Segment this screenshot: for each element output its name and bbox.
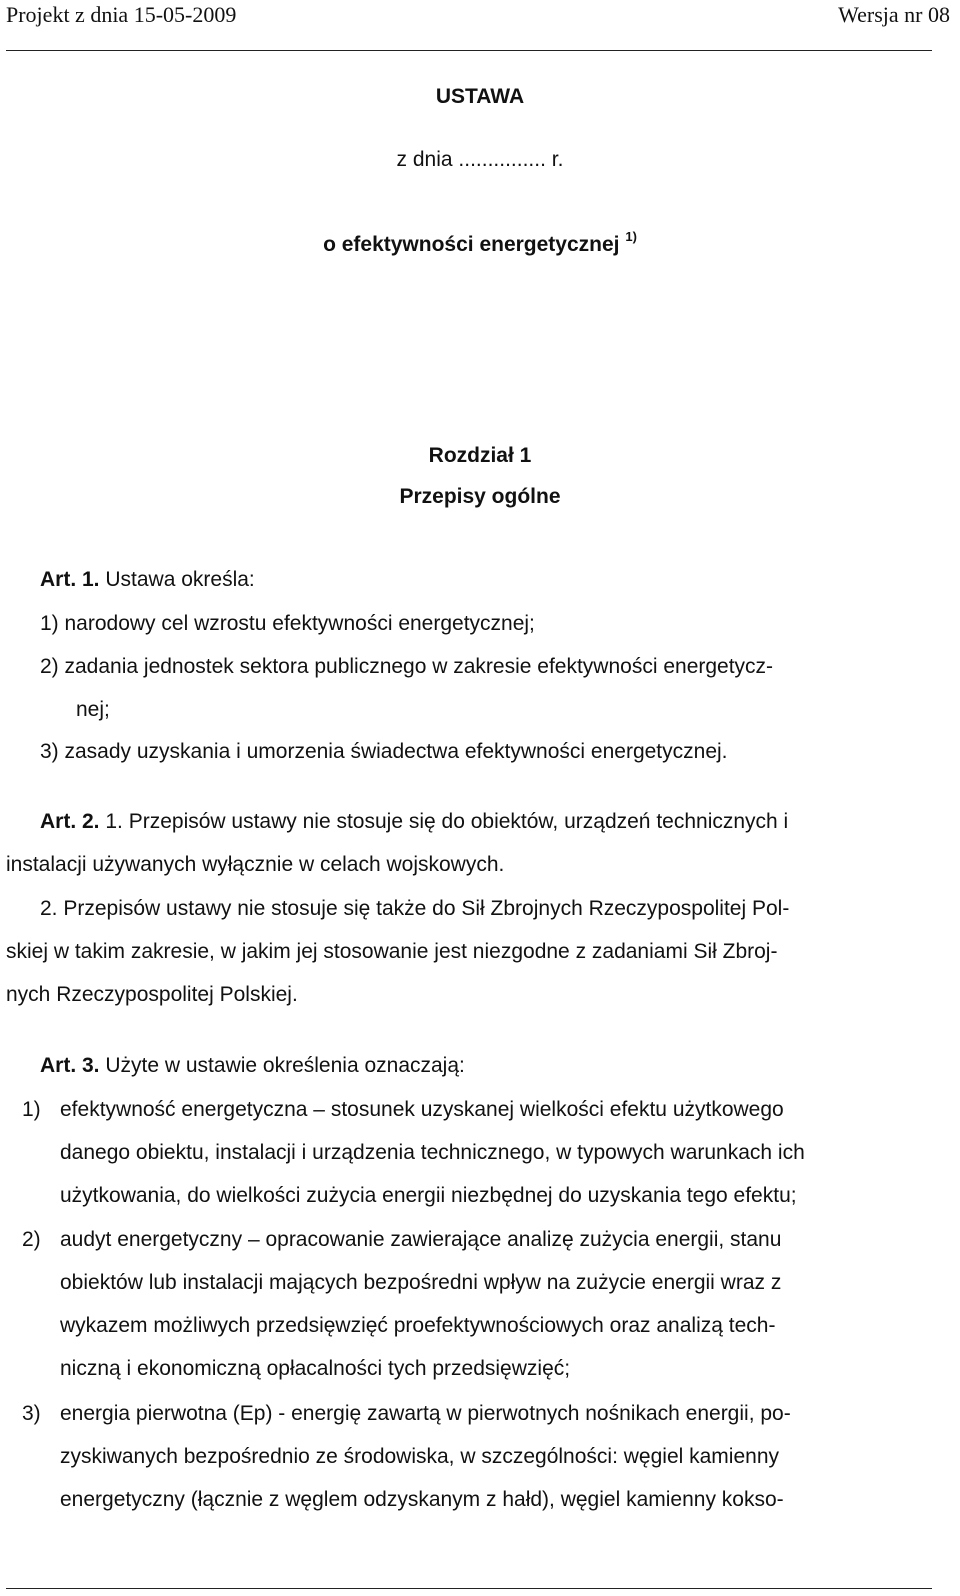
definition-line: zyskiwanych bezpośrednio ze środowiska, w szczególności: węgiel kamienny <box>60 1445 779 1468</box>
art1-intro: Ustawa określa: <box>105 568 255 591</box>
definition-number: 1) <box>22 1098 41 1121</box>
header-version: Wersja nr 08 <box>838 2 950 27</box>
act-subject-text: o efektywności energetycznej <box>323 233 620 256</box>
art2-p2-line: 2. Przepisów ustawy nie stosuje się także do Sił Zbrojnych Rzeczypospolitej Pol- <box>40 897 790 920</box>
act-date: z dnia ............... r. <box>396 148 564 171</box>
art2-heading: Art. 2. <box>40 810 100 833</box>
art1-item-continuation: nej; <box>76 698 110 721</box>
art1-paragraph <box>40 568 255 592</box>
act-subject <box>0 229 960 257</box>
definition-line: audyt energetyczny – opracowanie zawierające analizę zużycia energii, stanu <box>60 1228 782 1251</box>
chapter-label: Rozdział 1 <box>428 444 532 467</box>
art1-item: 3) zasady uzyskania i umorzenia świadectwa efektywności energetycznej. <box>40 740 728 763</box>
chapter-name: Przepisy ogólne <box>399 485 561 508</box>
art2-p1-line: instalacji używanych wyłącznie w celach wojskowych. <box>6 853 505 876</box>
art2-p1-line: 1. Przepisów ustawy nie stosuje się do obiektów, urządzeń technicznych i <box>105 810 789 833</box>
art2-p2-line: nych Rzeczypospolitej Polskiej. <box>6 983 298 1006</box>
definition-line: energia pierwotna (Ep) - energię zawartą w pierwotnych nośnikach energii, po- <box>60 1402 791 1425</box>
art2-p2-line: skiej w takim zakresie, w jakim jej stosowanie jest niezgodne z zadaniami Sił Zbroj- <box>6 940 778 963</box>
definition-line: danego obiektu, instalacji i urządzenia technicznego, w typowych warunkach ich <box>60 1141 805 1164</box>
art1-heading: Art. 1. <box>40 568 100 591</box>
art1-item-text: 2) zadania jednostek sektora publicznego w zakresie efektywności energetycz- <box>40 655 774 678</box>
art1-item: 1) narodowy cel wzrostu efektywności energetycznej; <box>40 612 535 635</box>
art2-paragraph-1 <box>40 810 788 834</box>
definition-line: energetyczny (łącznie z węglem odzyskanym z hałd), węgiel kamienny kokso- <box>60 1488 784 1511</box>
definition-line: efektywność energetyczna – stosunek uzyskanej wielkości efektu użytkowego <box>60 1098 784 1121</box>
header-project-date: Projekt z dnia 15-05-2009 <box>6 2 237 27</box>
art3-heading: Art. 3. <box>40 1054 100 1077</box>
art3-intro: Użyte w ustawie określenia oznaczają: <box>105 1054 465 1077</box>
definition-number: 3) <box>22 1402 41 1425</box>
running-header <box>0 0 960 40</box>
footnote-ref: 1) <box>625 229 637 244</box>
definition-number: 2) <box>22 1228 41 1251</box>
definition-line: obiektów lub instalacji mających bezpośredni wpływ na zużycie energii wraz z <box>60 1271 782 1294</box>
act-title: USTAWA <box>435 85 525 108</box>
art3-paragraph <box>40 1054 465 1078</box>
definition-line: niczną i ekonomiczną opłacalności tych przedsięwzięć; <box>60 1357 571 1380</box>
definition-line: użytkowania, do wielkości zużycia energii niezbędnej do uzyskania tego efektu; <box>60 1184 797 1207</box>
art1-item <box>40 655 920 679</box>
footer-rule <box>6 1588 932 1589</box>
header-rule <box>6 50 932 51</box>
definition-line: wykazem możliwych przedsięwzięć proefektywnościowych oraz analizą tech- <box>60 1314 776 1337</box>
